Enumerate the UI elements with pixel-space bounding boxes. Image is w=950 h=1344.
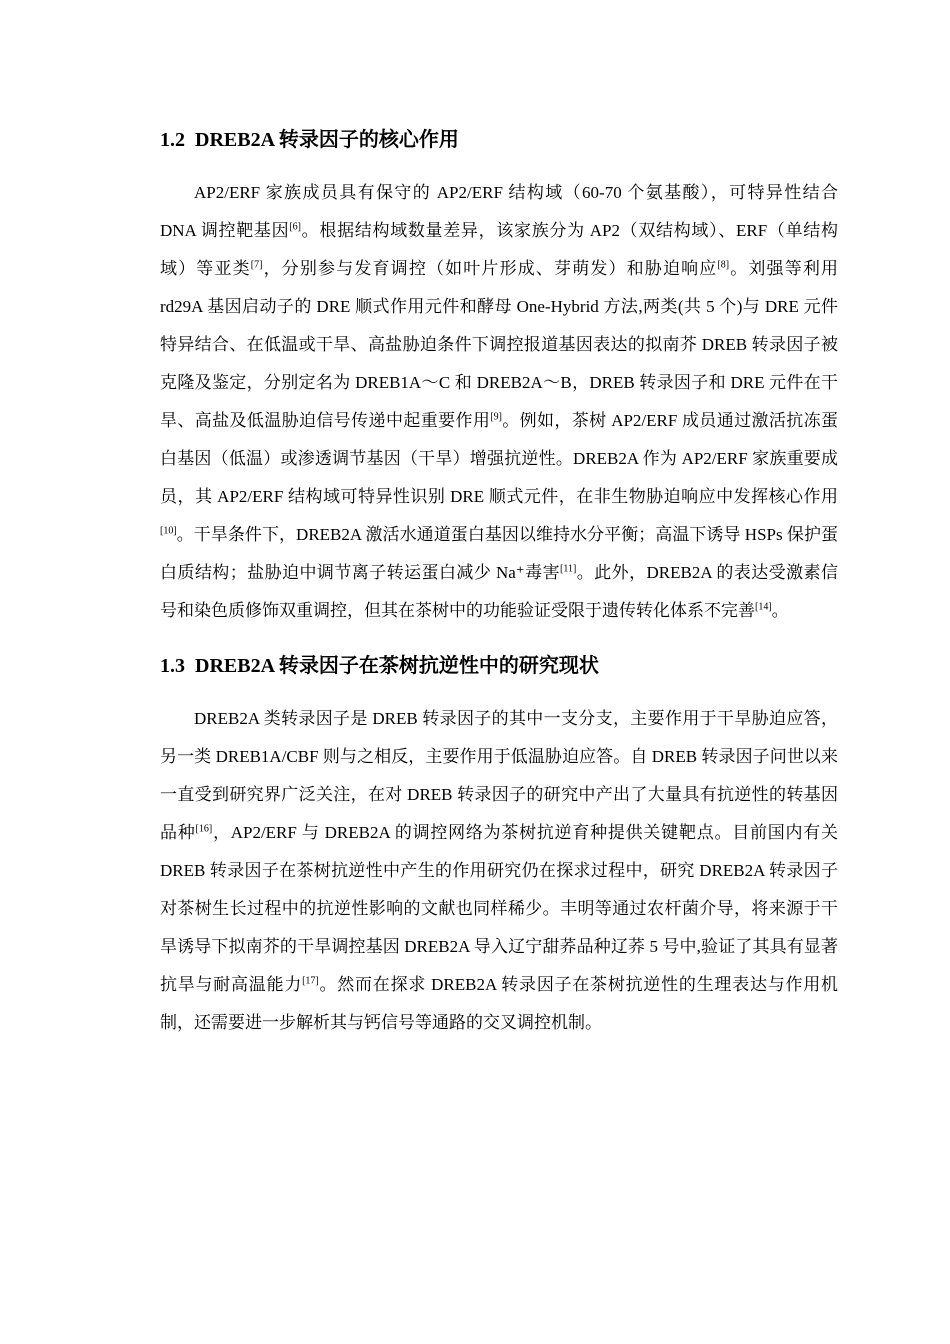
section-number: 1.2 [160, 129, 185, 151]
citation-ref: [16] [195, 823, 213, 835]
citation-ref: [10] [160, 525, 177, 537]
section-heading-1-3 [160, 646, 838, 686]
section-title: DREB2A 转录因子的核心作用 [195, 129, 459, 151]
citation-ref: [14] [755, 601, 772, 613]
paragraph-text: 。此外，DREB2A 的表达受激素信号和染色质修饰双重调控，但其在茶树中的功能验证受限于遗传转化体系不完善 [160, 563, 838, 620]
paragraph-text: 。干旱条件下，DREB2A 激活水通道蛋白基因以维持水分平衡；高温下诱导 HSPs 保护蛋白质结构；盐胁迫中调节离子转运蛋白减少 Na⁺毒害 [160, 525, 838, 582]
paragraph-text: ，分别参与发育调控（如叶片形成、芽萌发）和胁迫响应 [262, 259, 718, 278]
paragraph-text: 。根据结构域数量差异，该家族分为 AP2（双结构域）、ERF（单结构域）等亚类 [160, 221, 838, 278]
citation-ref: [7] [250, 259, 263, 271]
paragraph-text: 。然而在探求 DREB2A 转录因子在茶树抗逆性的生理表达与作用机制，还需要进一步解析其与钙信号等通路的交叉调控机制。 [160, 975, 838, 1032]
paragraph-text: DREB2A 类转录因子是 DREB 转录因子的其中一支分支，主要作用于干旱胁迫应答，另一类 DREB1A/CBF 则与之相反，主要作用于低温胁迫应答。自 DREB 转录因子问世以来一直受到研究界广泛关注，在对 DREB 转录因子的研究中产出了大量具有抗逆性的转基因品种 [160, 709, 838, 842]
paragraph-text: 。刘强等利用 rd29A 基因启动子的 DRE 顺式作用元件和酵母 One-Hybrid 方法,两类(共 5 个)与 DRE 元件特异结合、在低温或干旱、高盐胁迫条件下调控报道基因表达的拟南芥 DREB 转录因子被克隆及鉴定，分别定名为 DREB1A～C 和 DREB2A～B，DREB 转录因子和 DRE 元件在干旱、高盐及低温胁迫信号传递中起重要作用 [160, 259, 839, 430]
paragraph-text: 。例如，茶树 AP2/ERF 成员通过激活抗冻蛋白基因（低温）或渗透调节基因（干旱）增强抗逆性。DREB2A 作为 AP2/ERF 家族重要成员，其 AP2/ERF 结构域可特异性识别 DRE 顺式元件，在非生物胁迫响应中发挥核心作用 [160, 411, 839, 506]
citation-ref: [9] [490, 411, 502, 423]
citation-ref: [8] [717, 259, 730, 271]
paragraph-text: 。 [771, 601, 789, 620]
paragraph-text: ，AP2/ERF 与 DREB2A 的调控网络为茶树抗逆育种提供关键靶点。目前国内有关 DREB 转录因子在茶树抗逆性中产生的作用研究仍在探求过程中，研究 DREB2A 转录因子对茶树生长过程中的抗逆性影响的文献也同样稀少。丰明等通过农杆菌介导，将来源于干旱诱导下拟南芥的干旱调控基因 DREB2A 导入辽宁甜荞品种辽荞 5 号中,验证了其具有显著抗旱与耐高温能力 [160, 823, 839, 994]
paragraph-text: AP2/ERF 家族成员具有保守的 AP2/ERF 结构域（60-70 个氨基酸），可特异性结合 DNA 调控靶基因 [160, 183, 838, 240]
citation-ref: [17] [302, 975, 319, 987]
section-number: 1.3 [160, 655, 185, 677]
citation-ref: [11] [560, 563, 577, 575]
body-paragraph [160, 700, 838, 1042]
document-page [160, 120, 838, 1042]
citation-ref: [6] [289, 221, 301, 233]
body-paragraph [160, 174, 838, 630]
section-title: DREB2A 转录因子在茶树抗逆性中的研究现状 [195, 655, 599, 677]
section-heading-1-2 [160, 120, 838, 160]
